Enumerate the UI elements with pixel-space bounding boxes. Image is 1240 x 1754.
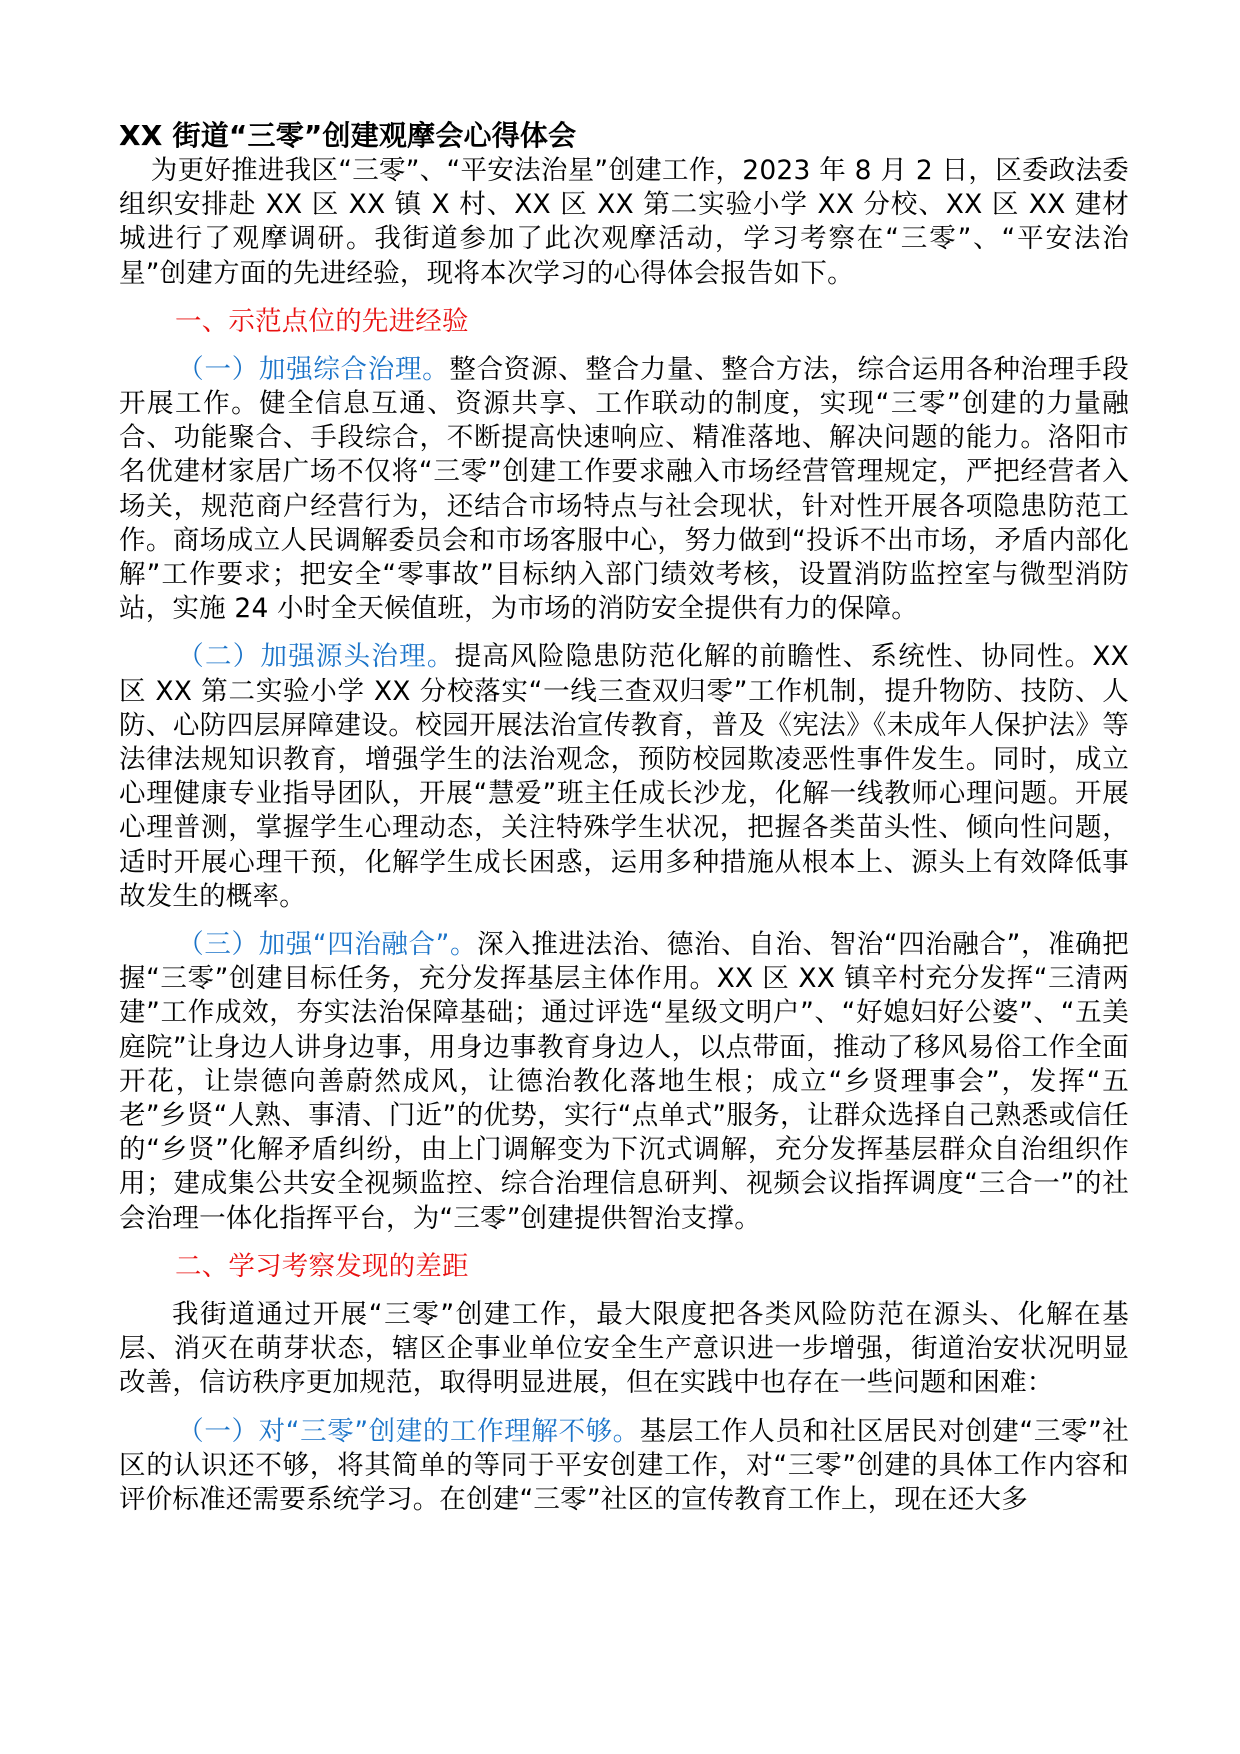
intro-paragraph: 为更好推进我区“三零”、“平安法治星”创建工作，2023 年 8 月 2 日，区委政法委组织安排赴 XX 区 XX 镇 X 村、XX 区 XX 第二实验小学 XX 分校、XX 区 XX 建材城进行了观摩调研。我街道参加了此次观摩活动，学习考察在“三零”、“平安法治星”创建方面的先进经验，现将本次学习的心得体会报告如下。 bbox=[119, 155, 1129, 289]
section2-heading: 二、学习考察发现的差距 bbox=[175, 1250, 469, 1282]
section1-item-1 bbox=[119, 353, 1129, 627]
section2-paragraph: 我街道通过开展“三零”创建工作，最大限度把各类风险防范在源头、化解在基层、消灭在萌芽状态，辖区企事业单位安全生产意识进一步增强，街道治安状况明显改善，信访秩序更加规范，取得明显进展，但在实践中也存在一些问题和困难： bbox=[119, 1298, 1129, 1399]
section1-item-3 bbox=[119, 928, 1129, 1236]
document-page bbox=[119, 118, 1129, 1517]
section1-heading: 一、示范点位的先进经验 bbox=[175, 305, 469, 337]
section1-item-3-lead: （三）加强“四治融合”。 bbox=[177, 929, 478, 961]
section2-item-1-lead: （一）对“三零”创建的工作理解不够。 bbox=[177, 1415, 640, 1447]
section1-item-2-body: 提高风险隐患防范化解的前瞻性、系统性、协同性。XX 区 XX 第二实验小学 XX 分校落实“一线三查双归零”工作机制，提升物防、技防、人防、心防四层屏障建设。校园开展法治宣传教育，普及《宪法》《未成年人保护法》等法律法规知识教育，增强学生的法治观念，预防校园欺凌恶性事件发生。同时，成立心理健康专业指导团队，开展“慧爱”班主任成长沙龙，化解一线教师心理问题。开展心理普测，掌握学生心理动态，关注特殊学生状况，把握各类苗头性、倾向性问题，适时开展心理干预，化解学生成长困惑，运用多种措施从根本上、源头上有效降低事故发生的概率。 bbox=[119, 641, 1130, 912]
section1-item-2 bbox=[119, 640, 1129, 914]
section1-item-2-lead: （二）加强源头治理。 bbox=[177, 641, 455, 673]
document-title: XX 街道“三零”创建观摩会心得体会 bbox=[119, 119, 577, 152]
section1-item-1-lead: （一）加强综合治理。 bbox=[177, 353, 450, 385]
section2-item-1 bbox=[119, 1415, 1129, 1518]
section1-item-1-body: 整合资源、整合力量、整合方法，综合运用各种治理手段开展工作。健全信息互通、资源共享、工作联动的制度，实现“三零”创建的力量融合、功能聚合、手段综合，不断提高快速响应、精准落地、解决问题的能力。洛阳市名优建材家居广场不仅将“三零”创建工作要求融入市场经营管理规定，严把经营者入场关，规范商户经营行为，还结合市场特点与社会现状，针对性开展各项隐患防范工作。商场成立人民调解委员会和市场客服中心，努力做到“投诉不出市场，矛盾内部化解”工作要求；把安全“零事故”目标纳入部门绩效考核，设置消防监控室与微型消防站，实施 24 小时全天候值班，为市场的消防安全提供有力的保障。 bbox=[119, 353, 1130, 625]
section1-item-3-body: 深入推进法治、德治、自治、智治“四治融合”，准确把握“三零”创建目标任务，充分发挥基层主体作用。XX 区 XX 镇辛村充分发挥“三清两建”工作成效，夯实法治保障基础；通过评选“星级文明户”、“好媳妇好公婆”、“五美庭院”让身边人讲身边事，用身边事教育身边人，以点带面，推动了移风易俗工作全面开花，让崇德向善蔚然成风，让德治教化落地生根；成立“乡贤理事会”，发挥“五老”乡贤“人熟、事清、门近”的优势，实行“点单式”服务，让群众选择自己熟悉或信任的“乡贤”化解矛盾纠纷，由上门调解变为下沉式调解，充分发挥基层群众自治组织作用；建成集公共安全视频监控、综合治理信息研判、视频会议指挥调度“三合一”的社会治理一体化指挥平台，为“三零”创建提供智治支撑。 bbox=[119, 929, 1129, 1234]
section2-item-1-body: 基层工作人员和社区居民对创建“三零”社区的认识还不够，将其简单的等同于平安创建工作，对“三零”创建的具体工作内容和评价标准还需要系统学习。在创建“三零”社区的宣传教育工作上，现在还大多 bbox=[119, 1415, 1129, 1515]
